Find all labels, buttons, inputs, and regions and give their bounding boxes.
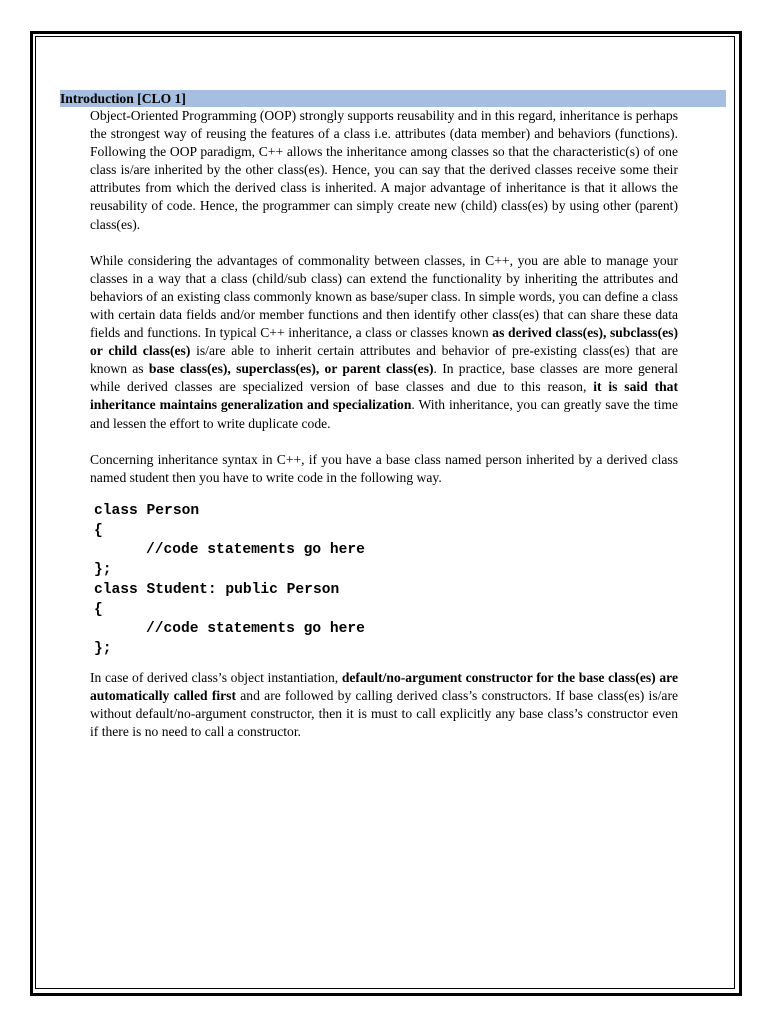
bold-derived-classes: as derived class(es), subclass(es) or child class(es) [90,325,678,359]
code-line: { [94,522,103,539]
text-span: and are followed by calling derived class’s constructors. If base class(es) is/are without default/no-argument constructor, then it is must to call explicitly any base class’s constructor even if there is no need to call a constructor. [90,688,678,740]
text-span: While considering the advantages of commonality between classes, in C++, you are able to manage your classes in a way that a class (child/sub class) can extend the functionality by inheriting the attributes and behaviors of an existing class commonly known as base/super class. In simple words, you can define a class with certain data fields and/or member functions and then identify other class(es) that can share these data fields and functions. In typical C++ inheritance, a class or classes known [90,252,678,341]
section-heading: Introduction [CLO 1] [60,91,186,106]
code-line [94,620,365,640]
code-comment: //code statements go here [146,621,365,638]
bold-constructor-note: default/no-argument constructor for the base class(es) are automatically called first [90,670,678,704]
bold-base-classes: base class(es), superclass(es), or parent class(es) [148,361,434,377]
bold-generalization: it is said that inheritance maintains generalization and specialization [90,379,678,413]
code-line: { [94,601,103,618]
code-line [94,541,365,561]
text-span: In case of derived class’s object instantiation, [90,670,342,685]
code-line: class Person [94,503,200,519]
body-text [90,107,678,487]
paragraph-commonality [90,252,678,433]
code-block [94,502,365,660]
paragraph-intro: Object-Oriented Programming (OOP) strongly supports reusability and in this regard, inheritance is perhaps the strongest way of reusing the features of a class i.e. attributes (data member) and behaviors (functions). Following the OOP paradigm, C++ allows the inheritance among classes so that the characteristic(s) of one class is/are inherited by the other class(es). Hence, you can say that the derived classes receive some their attributes from which the derived class is inherited. A major advantage of inheritance is that it allows the reusability of code. Hence, the programmer can simply create new (child) class(es) by using other (parent) class(es). [90,108,678,232]
text-span: is/are able to inherit certain attributes and behavior of pre-existing class(es) that are known as [90,343,678,377]
code-line: class Student: public Person [94,581,340,598]
code-line: }; [94,640,112,657]
text-span: . In practice, base classes are more general while derived classes are specialized version of base classes and due to this reason, [90,361,678,395]
paragraph-constructors [90,669,678,741]
text-span: . With inheritance, you can greatly save the time and lessen the effort to write duplicate code. [90,397,678,431]
code-comment: //code statements go here [146,542,365,559]
paragraph-syntax: Concerning inheritance syntax in C++, if you have a base class named person inherited by a derived class named student then you have to write code in the following way. [90,451,678,485]
code-line: }; [94,562,112,579]
